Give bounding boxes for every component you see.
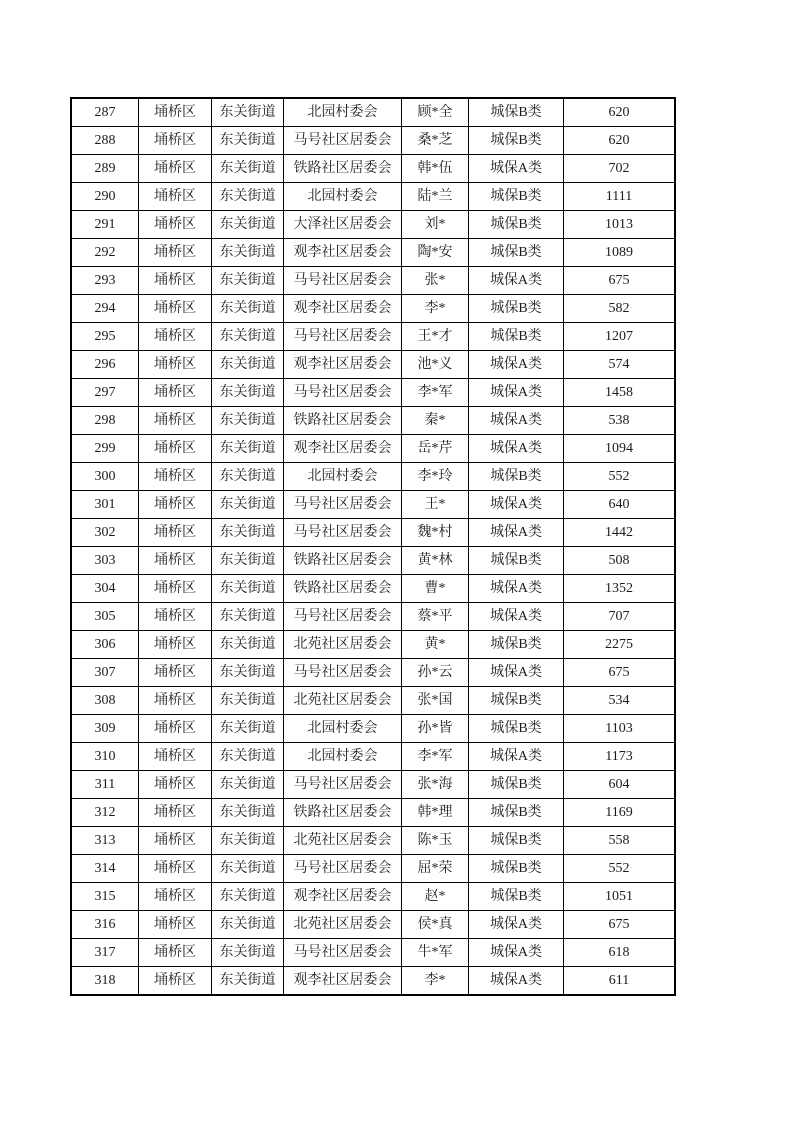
cell-amount: 1207	[564, 323, 676, 351]
cell-district: 埇桥区	[139, 799, 212, 827]
cell-committee: 北苑社区居委会	[284, 827, 402, 855]
cell-category: 城保A类	[469, 603, 564, 631]
cell-district: 埇桥区	[139, 883, 212, 911]
cell-district: 埇桥区	[139, 631, 212, 659]
table-row	[71, 267, 675, 295]
cell-committee: 北园村委会	[284, 715, 402, 743]
cell-street: 东关街道	[212, 967, 284, 996]
cell-name: 秦*	[402, 407, 469, 435]
table-row	[71, 771, 675, 799]
table-row	[71, 463, 675, 491]
cell-amount: 538	[564, 407, 676, 435]
cell-name: 李*玲	[402, 463, 469, 491]
cell-committee: 马号社区居委会	[284, 659, 402, 687]
cell-street: 东关街道	[212, 211, 284, 239]
table-row	[71, 827, 675, 855]
cell-district: 埇桥区	[139, 127, 212, 155]
cell-category: 城保B类	[469, 631, 564, 659]
table-row	[71, 799, 675, 827]
cell-category: 城保B类	[469, 295, 564, 323]
cell-street: 东关街道	[212, 939, 284, 967]
cell-seq: 312	[71, 799, 139, 827]
cell-seq: 294	[71, 295, 139, 323]
cell-district: 埇桥区	[139, 379, 212, 407]
cell-amount: 640	[564, 491, 676, 519]
cell-seq: 287	[71, 98, 139, 127]
cell-seq: 289	[71, 155, 139, 183]
cell-committee: 铁路社区居委会	[284, 575, 402, 603]
cell-committee: 北园村委会	[284, 463, 402, 491]
cell-committee: 马号社区居委会	[284, 379, 402, 407]
cell-category: 城保A类	[469, 379, 564, 407]
cell-street: 东关街道	[212, 659, 284, 687]
cell-seq: 295	[71, 323, 139, 351]
cell-amount: 1103	[564, 715, 676, 743]
cell-street: 东关街道	[212, 743, 284, 771]
cell-amount: 1094	[564, 435, 676, 463]
cell-amount: 1013	[564, 211, 676, 239]
cell-street: 东关街道	[212, 98, 284, 127]
table-row	[71, 127, 675, 155]
table-row	[71, 351, 675, 379]
cell-seq: 293	[71, 267, 139, 295]
cell-district: 埇桥区	[139, 491, 212, 519]
cell-name: 李*军	[402, 379, 469, 407]
cell-seq: 303	[71, 547, 139, 575]
table-row	[71, 407, 675, 435]
cell-street: 东关街道	[212, 239, 284, 267]
cell-district: 埇桥区	[139, 519, 212, 547]
cell-district: 埇桥区	[139, 715, 212, 743]
cell-amount: 618	[564, 939, 676, 967]
cell-category: 城保A类	[469, 435, 564, 463]
cell-district: 埇桥区	[139, 183, 212, 211]
cell-category: 城保B类	[469, 127, 564, 155]
cell-committee: 大泽社区居委会	[284, 211, 402, 239]
cell-street: 东关街道	[212, 883, 284, 911]
beneficiary-table	[70, 97, 676, 996]
cell-seq: 291	[71, 211, 139, 239]
table-row	[71, 547, 675, 575]
cell-seq: 297	[71, 379, 139, 407]
cell-name: 牛*军	[402, 939, 469, 967]
table-body	[71, 98, 675, 995]
cell-street: 东关街道	[212, 127, 284, 155]
cell-category: 城保A类	[469, 155, 564, 183]
cell-category: 城保A类	[469, 967, 564, 996]
cell-name: 陈*玉	[402, 827, 469, 855]
cell-street: 东关街道	[212, 407, 284, 435]
table-row	[71, 239, 675, 267]
cell-committee: 马号社区居委会	[284, 855, 402, 883]
cell-committee: 马号社区居委会	[284, 127, 402, 155]
table-row	[71, 295, 675, 323]
cell-amount: 1352	[564, 575, 676, 603]
cell-category: 城保B类	[469, 547, 564, 575]
cell-district: 埇桥区	[139, 323, 212, 351]
cell-committee: 铁路社区居委会	[284, 547, 402, 575]
cell-seq: 309	[71, 715, 139, 743]
table-row	[71, 743, 675, 771]
cell-committee: 北园村委会	[284, 98, 402, 127]
cell-seq: 308	[71, 687, 139, 715]
cell-committee: 北园村委会	[284, 743, 402, 771]
cell-category: 城保B类	[469, 687, 564, 715]
cell-district: 埇桥区	[139, 687, 212, 715]
cell-street: 东关街道	[212, 155, 284, 183]
cell-seq: 292	[71, 239, 139, 267]
cell-category: 城保B类	[469, 239, 564, 267]
cell-seq: 296	[71, 351, 139, 379]
cell-category: 城保B类	[469, 855, 564, 883]
cell-name: 屈*荣	[402, 855, 469, 883]
cell-seq: 311	[71, 771, 139, 799]
table-row	[71, 491, 675, 519]
cell-committee: 马号社区居委会	[284, 267, 402, 295]
table-row	[71, 631, 675, 659]
cell-amount: 1051	[564, 883, 676, 911]
cell-amount: 1458	[564, 379, 676, 407]
cell-seq: 301	[71, 491, 139, 519]
table-row	[71, 715, 675, 743]
table-row	[71, 967, 675, 996]
cell-name: 岳*芹	[402, 435, 469, 463]
cell-committee: 铁路社区居委会	[284, 155, 402, 183]
cell-street: 东关街道	[212, 351, 284, 379]
cell-category: 城保A类	[469, 491, 564, 519]
cell-street: 东关街道	[212, 295, 284, 323]
cell-district: 埇桥区	[139, 407, 212, 435]
cell-name: 赵*	[402, 883, 469, 911]
cell-district: 埇桥区	[139, 351, 212, 379]
cell-street: 东关街道	[212, 379, 284, 407]
cell-street: 东关街道	[212, 183, 284, 211]
cell-committee: 马号社区居委会	[284, 519, 402, 547]
cell-category: 城保A类	[469, 911, 564, 939]
cell-category: 城保B类	[469, 715, 564, 743]
cell-street: 东关街道	[212, 771, 284, 799]
cell-street: 东关街道	[212, 519, 284, 547]
cell-street: 东关街道	[212, 323, 284, 351]
cell-category: 城保B类	[469, 883, 564, 911]
cell-committee: 北苑社区居委会	[284, 631, 402, 659]
cell-name: 黄*林	[402, 547, 469, 575]
cell-committee: 观李社区居委会	[284, 967, 402, 996]
cell-name: 李*	[402, 967, 469, 996]
cell-amount: 675	[564, 659, 676, 687]
cell-amount: 1089	[564, 239, 676, 267]
cell-amount: 1442	[564, 519, 676, 547]
cell-seq: 306	[71, 631, 139, 659]
cell-amount: 558	[564, 827, 676, 855]
table-row	[71, 323, 675, 351]
cell-street: 东关街道	[212, 603, 284, 631]
cell-category: 城保B类	[469, 799, 564, 827]
cell-district: 埇桥区	[139, 911, 212, 939]
table-row	[71, 211, 675, 239]
cell-street: 东关街道	[212, 267, 284, 295]
cell-name: 张*海	[402, 771, 469, 799]
cell-seq: 302	[71, 519, 139, 547]
cell-category: 城保A类	[469, 351, 564, 379]
cell-committee: 马号社区居委会	[284, 771, 402, 799]
cell-committee: 马号社区居委会	[284, 939, 402, 967]
cell-name: 侯*真	[402, 911, 469, 939]
cell-street: 东关街道	[212, 827, 284, 855]
cell-name: 顾*全	[402, 98, 469, 127]
cell-committee: 观李社区居委会	[284, 239, 402, 267]
cell-district: 埇桥区	[139, 239, 212, 267]
cell-street: 东关街道	[212, 631, 284, 659]
cell-amount: 582	[564, 295, 676, 323]
cell-name: 张*	[402, 267, 469, 295]
cell-amount: 620	[564, 127, 676, 155]
cell-committee: 观李社区居委会	[284, 295, 402, 323]
cell-amount: 534	[564, 687, 676, 715]
cell-seq: 310	[71, 743, 139, 771]
cell-name: 蔡*平	[402, 603, 469, 631]
cell-amount: 702	[564, 155, 676, 183]
cell-amount: 508	[564, 547, 676, 575]
cell-district: 埇桥区	[139, 267, 212, 295]
table-row	[71, 183, 675, 211]
cell-name: 李*	[402, 295, 469, 323]
cell-street: 东关街道	[212, 911, 284, 939]
cell-street: 东关街道	[212, 855, 284, 883]
cell-street: 东关街道	[212, 547, 284, 575]
cell-seq: 305	[71, 603, 139, 631]
cell-name: 孙*皆	[402, 715, 469, 743]
cell-category: 城保A类	[469, 407, 564, 435]
cell-seq: 313	[71, 827, 139, 855]
cell-name: 张*国	[402, 687, 469, 715]
cell-name: 黄*	[402, 631, 469, 659]
cell-name: 桑*芝	[402, 127, 469, 155]
cell-seq: 316	[71, 911, 139, 939]
cell-category: 城保B类	[469, 771, 564, 799]
cell-district: 埇桥区	[139, 295, 212, 323]
cell-street: 东关街道	[212, 491, 284, 519]
table-row	[71, 603, 675, 631]
cell-district: 埇桥区	[139, 211, 212, 239]
cell-category: 城保B类	[469, 98, 564, 127]
cell-seq: 317	[71, 939, 139, 967]
cell-amount: 1111	[564, 183, 676, 211]
cell-committee: 马号社区居委会	[284, 603, 402, 631]
cell-committee: 观李社区居委会	[284, 351, 402, 379]
cell-amount: 2275	[564, 631, 676, 659]
cell-name: 陆*兰	[402, 183, 469, 211]
table-row	[71, 883, 675, 911]
cell-name: 王*才	[402, 323, 469, 351]
cell-name: 陶*安	[402, 239, 469, 267]
cell-seq: 315	[71, 883, 139, 911]
cell-district: 埇桥区	[139, 771, 212, 799]
table-row	[71, 379, 675, 407]
cell-street: 东关街道	[212, 435, 284, 463]
cell-committee: 铁路社区居委会	[284, 407, 402, 435]
cell-district: 埇桥区	[139, 827, 212, 855]
cell-street: 东关街道	[212, 715, 284, 743]
cell-category: 城保B类	[469, 211, 564, 239]
cell-district: 埇桥区	[139, 463, 212, 491]
cell-name: 魏*村	[402, 519, 469, 547]
cell-category: 城保B类	[469, 183, 564, 211]
cell-name: 池*义	[402, 351, 469, 379]
table-row	[71, 98, 675, 127]
cell-category: 城保B类	[469, 323, 564, 351]
cell-district: 埇桥区	[139, 98, 212, 127]
table-row	[71, 519, 675, 547]
cell-committee: 北苑社区居委会	[284, 911, 402, 939]
cell-amount: 1173	[564, 743, 676, 771]
cell-amount: 675	[564, 267, 676, 295]
cell-name: 李*军	[402, 743, 469, 771]
cell-amount: 552	[564, 463, 676, 491]
table-row	[71, 155, 675, 183]
cell-amount: 707	[564, 603, 676, 631]
cell-committee: 北园村委会	[284, 183, 402, 211]
cell-amount: 620	[564, 98, 676, 127]
table-row	[71, 659, 675, 687]
cell-seq: 290	[71, 183, 139, 211]
cell-street: 东关街道	[212, 799, 284, 827]
cell-committee: 马号社区居委会	[284, 323, 402, 351]
cell-district: 埇桥区	[139, 575, 212, 603]
cell-district: 埇桥区	[139, 435, 212, 463]
cell-seq: 300	[71, 463, 139, 491]
cell-category: 城保A类	[469, 659, 564, 687]
cell-category: 城保A类	[469, 939, 564, 967]
cell-category: 城保A类	[469, 267, 564, 295]
cell-category: 城保A类	[469, 743, 564, 771]
cell-name: 王*	[402, 491, 469, 519]
cell-committee: 北苑社区居委会	[284, 687, 402, 715]
cell-seq: 304	[71, 575, 139, 603]
cell-committee: 观李社区居委会	[284, 435, 402, 463]
table-row	[71, 939, 675, 967]
cell-district: 埇桥区	[139, 967, 212, 996]
cell-seq: 318	[71, 967, 139, 996]
cell-street: 东关街道	[212, 463, 284, 491]
cell-name: 刘*	[402, 211, 469, 239]
cell-name: 韩*伍	[402, 155, 469, 183]
table-row	[71, 435, 675, 463]
cell-name: 曹*	[402, 575, 469, 603]
cell-committee: 马号社区居委会	[284, 491, 402, 519]
cell-district: 埇桥区	[139, 603, 212, 631]
cell-district: 埇桥区	[139, 155, 212, 183]
table-row	[71, 687, 675, 715]
cell-amount: 1169	[564, 799, 676, 827]
cell-category: 城保B类	[469, 827, 564, 855]
cell-district: 埇桥区	[139, 939, 212, 967]
cell-seq: 298	[71, 407, 139, 435]
cell-category: 城保A类	[469, 519, 564, 547]
cell-district: 埇桥区	[139, 547, 212, 575]
cell-district: 埇桥区	[139, 659, 212, 687]
cell-committee: 铁路社区居委会	[284, 799, 402, 827]
cell-street: 东关街道	[212, 575, 284, 603]
cell-category: 城保A类	[469, 575, 564, 603]
table-row	[71, 575, 675, 603]
cell-category: 城保B类	[469, 463, 564, 491]
cell-amount: 552	[564, 855, 676, 883]
cell-amount: 604	[564, 771, 676, 799]
cell-name: 孙*云	[402, 659, 469, 687]
cell-seq: 288	[71, 127, 139, 155]
cell-seq: 314	[71, 855, 139, 883]
cell-district: 埇桥区	[139, 743, 212, 771]
cell-amount: 611	[564, 967, 676, 996]
cell-seq: 307	[71, 659, 139, 687]
cell-seq: 299	[71, 435, 139, 463]
cell-committee: 观李社区居委会	[284, 883, 402, 911]
cell-amount: 675	[564, 911, 676, 939]
cell-name: 韩*理	[402, 799, 469, 827]
cell-amount: 574	[564, 351, 676, 379]
table-row	[71, 855, 675, 883]
cell-district: 埇桥区	[139, 855, 212, 883]
table-row	[71, 911, 675, 939]
cell-street: 东关街道	[212, 687, 284, 715]
